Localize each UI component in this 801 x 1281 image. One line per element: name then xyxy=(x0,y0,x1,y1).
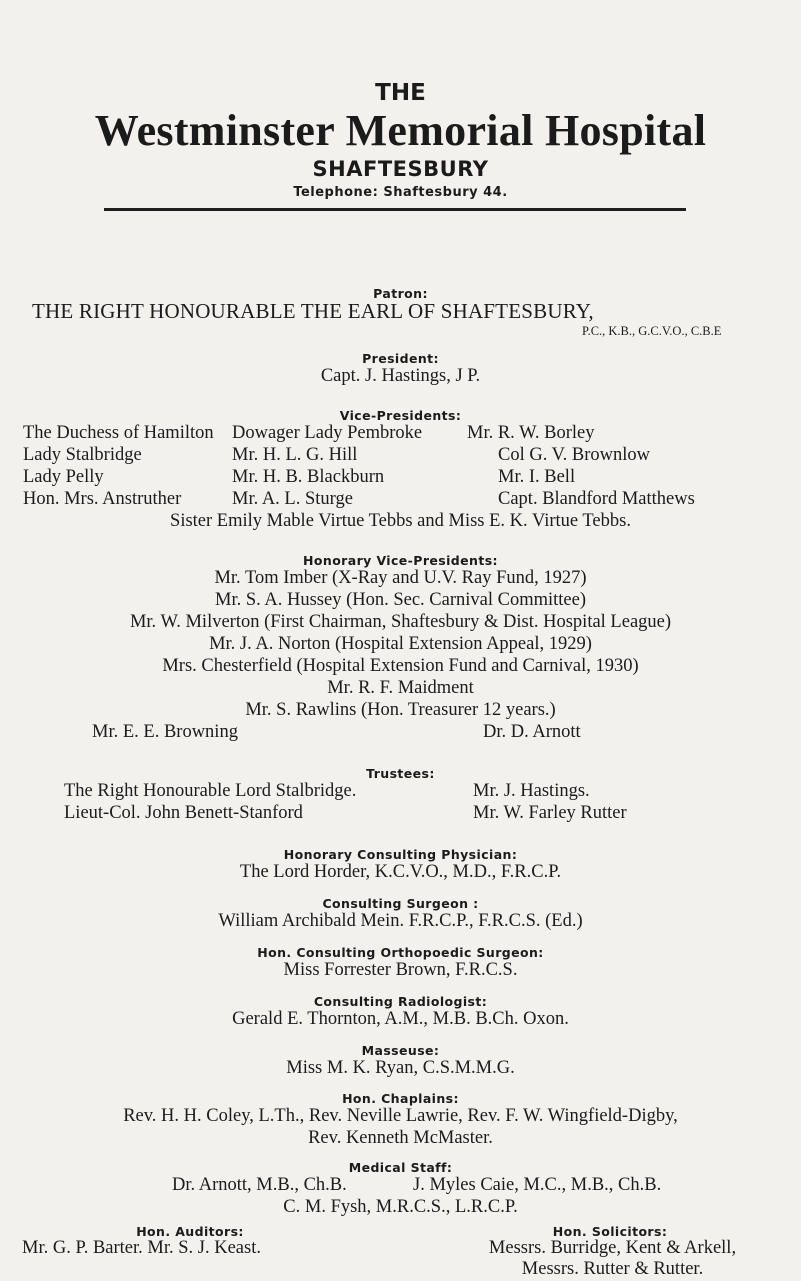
masseuse-name: Miss M. K. Ryan, C.S.M.M.G. xyxy=(286,1058,515,1078)
vp-name: The Duchess of Hamilton xyxy=(23,423,214,443)
auditors-names: Mr. G. P. Barter. Mr. S. J. Keast. xyxy=(22,1238,261,1258)
hvp-line: Dr. D. Arnott xyxy=(483,722,581,742)
patron-heading: Patron: xyxy=(373,286,428,301)
patron-honours: P.C., K.B., G.C.V.O., C.B.E xyxy=(582,324,722,338)
president-name: Capt. J. Hastings, J P. xyxy=(320,366,481,386)
vice-presidents-heading: Vice-Presidents: xyxy=(339,408,462,423)
telephone: Telephone: Shaftesbury 44. xyxy=(293,185,508,200)
consulting-surgeon-name: William Archibald Mein. F.R.C.P., F.R.C.S. (Ed.) xyxy=(218,911,583,931)
vp-name: Mr. H. L. G. Hill xyxy=(232,445,358,465)
trustee-name: Lieut-Col. John Benett-Stanford xyxy=(64,803,303,823)
hvp-line: Mr. J. A. Norton (Hospital Extension Appeal, 1929) xyxy=(209,634,592,654)
vp-name: Capt. Blandford Matthews xyxy=(498,489,695,509)
vp-name: Hon. Mrs. Anstruther xyxy=(23,489,182,509)
vp-name: Mr. I. Bell xyxy=(498,467,576,487)
chaplains-line: Rev. Kenneth McMaster. xyxy=(308,1128,493,1148)
hvp-line: Mr. Tom Imber (X-Ray and U.V. Ray Fund, 1927) xyxy=(214,568,587,588)
honorary-vice-presidents-heading: Honorary Vice-Presidents: xyxy=(303,553,498,568)
orthopaedic-surgeon-name: Miss Forrester Brown, F.R.C.S. xyxy=(283,960,518,980)
solicitors-line: Messrs. Burridge, Kent & Arkell, xyxy=(488,1238,737,1258)
trustee-name: The Right Honourable Lord Stalbridge. xyxy=(64,781,357,801)
vp-name: Mr. A. L. Sturge xyxy=(232,489,353,509)
medical-staff-heading: Medical Staff: xyxy=(348,1160,453,1175)
vp-final-line: Sister Emily Mable Virtue Tebbs and Miss E. K. Virtue Tebbs. xyxy=(170,511,631,531)
vp-name: Col G. V. Brownlow xyxy=(498,445,650,465)
chaplains-heading: Hon. Chaplains: xyxy=(342,1091,459,1106)
vp-name: Mr. H. B. Blackburn xyxy=(232,467,385,487)
consulting-physician-name: The Lord Horder, K.C.V.O., M.D., F.R.C.P. xyxy=(239,862,562,882)
medical-staff-name: Dr. Arnott, M.B., Ch.B. xyxy=(172,1175,347,1195)
trustees-heading: Trustees: xyxy=(366,766,435,781)
auditors-heading: Hon. Auditors: xyxy=(136,1224,244,1239)
vp-name: Mr. R. W. Borley xyxy=(467,423,595,443)
hvp-line: Mr. S. Rawlins (Hon. Treasurer 12 years.) xyxy=(245,700,556,720)
patron-name: THE RIGHT HONOURABLE THE EARL OF SHAFTESBURY, xyxy=(32,299,594,323)
vp-name: Lady Stalbridge xyxy=(23,445,142,465)
hvp-line: Mr. W. Milverton (First Chairman, Shaftesbury & Dist. Hospital League) xyxy=(129,612,672,632)
hvp-line: Mr. S. A. Hussey (Hon. Sec. Carnival Committee) xyxy=(215,590,586,610)
masseuse-heading: Masseuse: xyxy=(361,1043,440,1058)
trustee-name: Mr. J. Hastings. xyxy=(473,781,590,801)
hvp-line: Mr. R. F. Maidment xyxy=(327,678,474,698)
medical-staff-name: C. M. Fysh, M.R.C.S., L.R.C.P. xyxy=(283,1197,518,1217)
trustee-name: Mr. W. Farley Rutter xyxy=(473,803,627,823)
vp-name: Lady Pelly xyxy=(23,467,104,487)
radiologist-name: Gerald E. Thornton, A.M., M.B. B.Ch. Oxon. xyxy=(232,1009,569,1029)
solicitors-heading: Hon. Solicitors: xyxy=(552,1224,668,1239)
medical-staff-name: J. Myles Caie, M.C., M.B., Ch.B. xyxy=(413,1175,662,1195)
solicitors-line: Messrs. Rutter & Rutter. xyxy=(521,1259,704,1279)
president-heading: President: xyxy=(362,351,439,366)
vp-name: Dowager Lady Pembroke xyxy=(232,423,423,443)
consulting-physician-heading: Honorary Consulting Physician: xyxy=(283,847,518,862)
radiologist-heading: Consulting Radiologist: xyxy=(313,994,488,1009)
consulting-surgeon-heading: Consulting Surgeon : xyxy=(322,896,479,911)
header-the: THE xyxy=(375,80,426,106)
hvp-line: Mr. E. E. Browning xyxy=(92,722,238,742)
header-rule xyxy=(104,208,686,211)
orthopaedic-surgeon-heading: Hon. Consulting Orthopoedic Surgeon: xyxy=(257,945,544,960)
chaplains-line: Rev. H. H. Coley, L.Th., Rev. Neville Lawrie, Rev. F. W. Wingfield-Digby, xyxy=(123,1106,678,1126)
hvp-line: Mrs. Chesterfield (Hospital Extension Fund and Carnival, 1930) xyxy=(162,656,639,676)
hospital-name: Westminster Memorial Hospital xyxy=(94,106,707,155)
town-name: SHAFTESBURY xyxy=(312,157,489,181)
